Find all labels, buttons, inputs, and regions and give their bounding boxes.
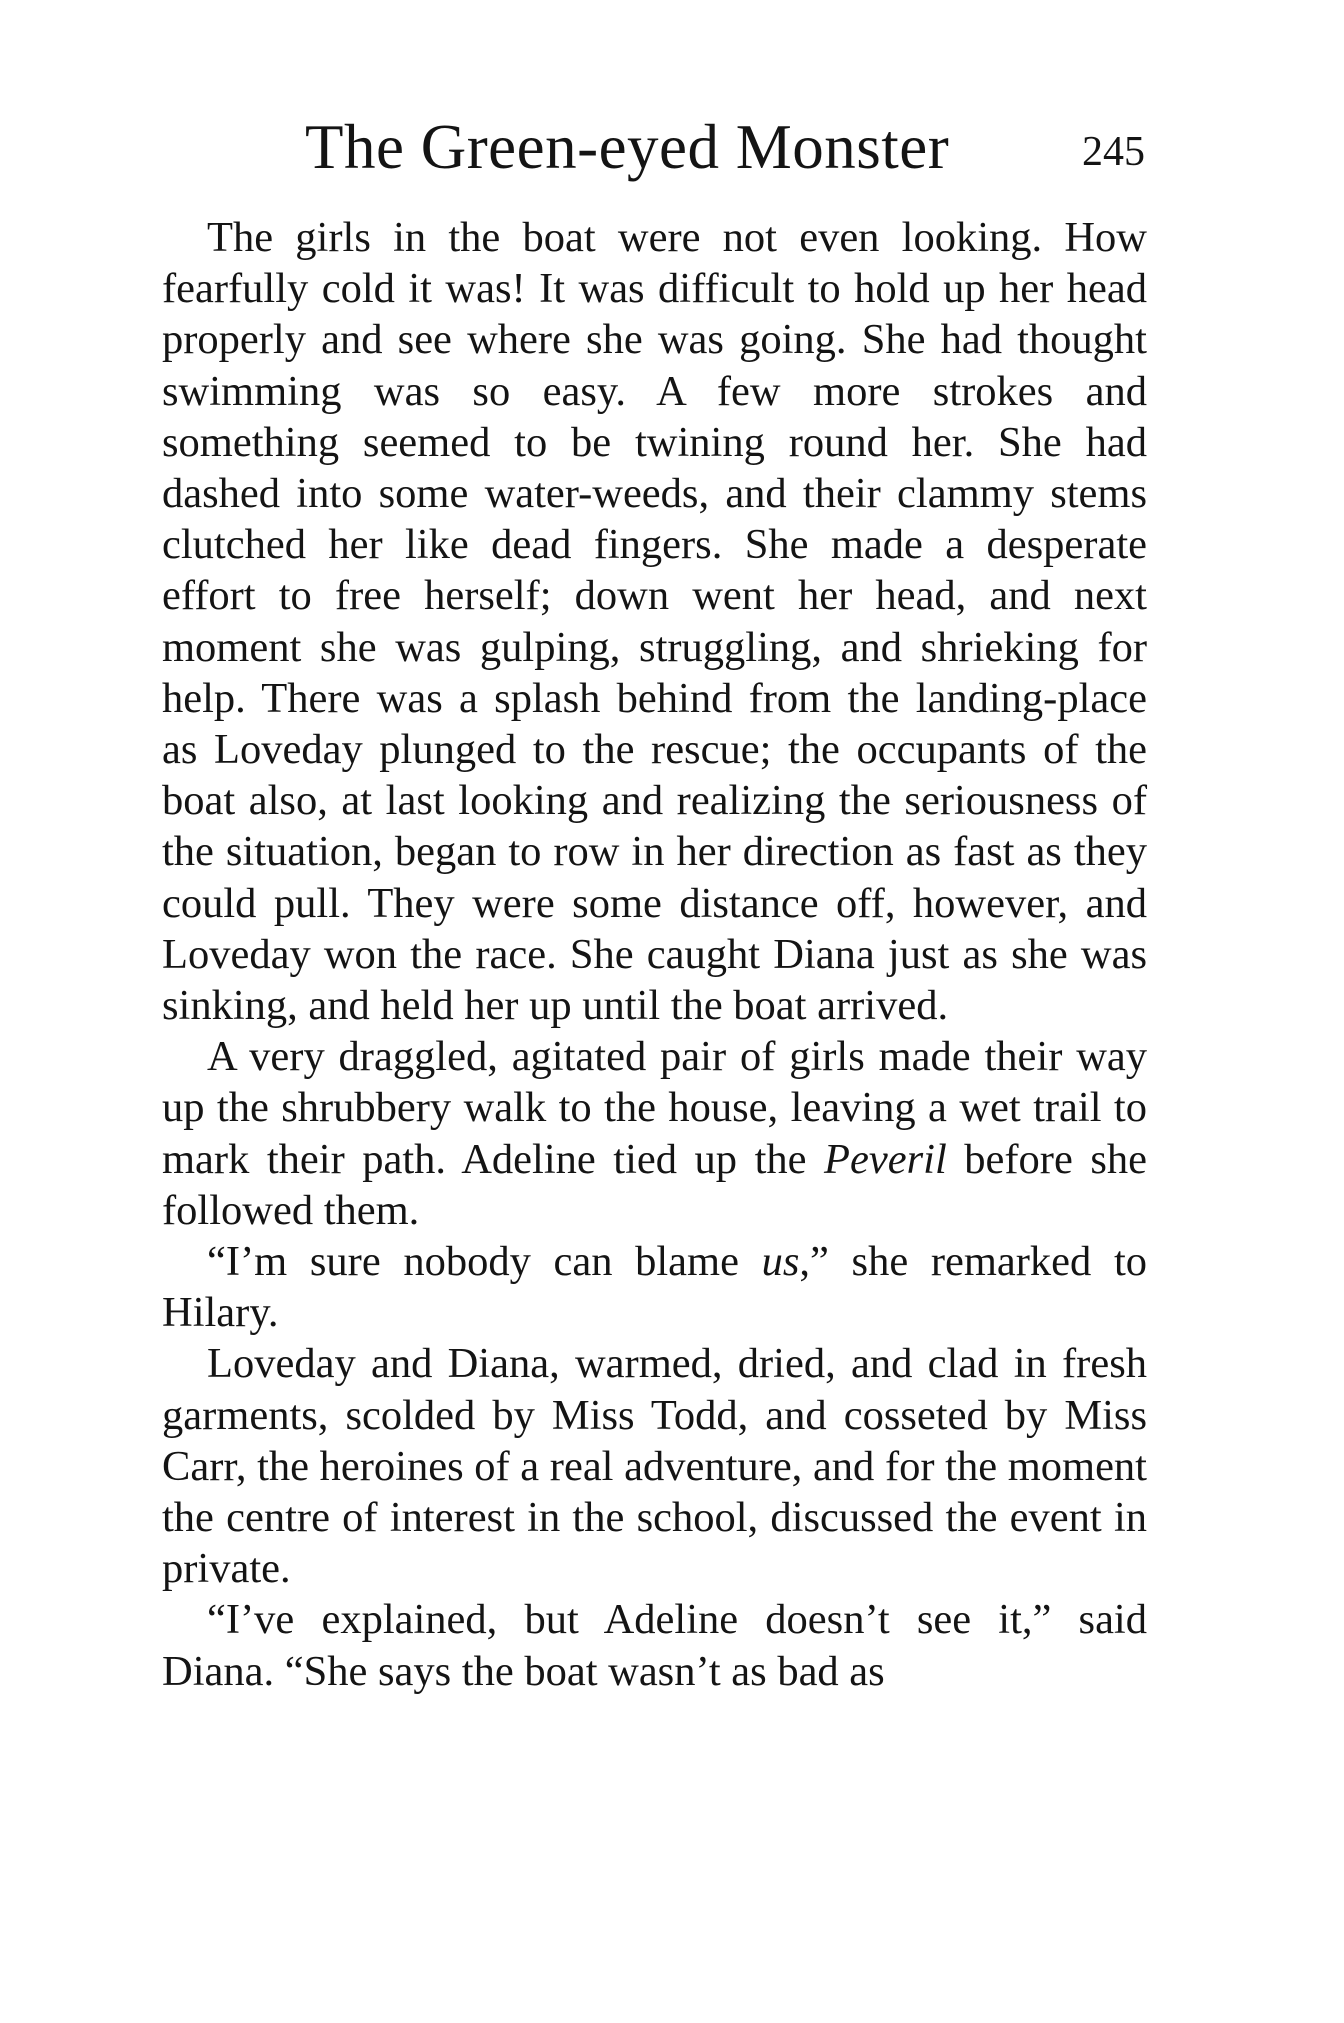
paragraph-text: “I’m sure nobody can blame bbox=[207, 1238, 762, 1286]
paragraph-text: before she followed them. bbox=[162, 1135, 1148, 1234]
page-number: 245 bbox=[1082, 129, 1145, 175]
running-head bbox=[305, 112, 1145, 182]
emphasis-word: us bbox=[761, 1238, 800, 1286]
paragraph-text: A very draggled, agitated pair of girls made their way up the shrubbery walk to the house, leaving a wet trail to mark their path. Adeline tied up the bbox=[162, 1033, 1147, 1183]
boat-name: Peveril bbox=[824, 1135, 947, 1183]
paragraph-rescue: The girls in the boat were not even looking. How fearfully cold it was! It was difficult to hold up her head properly and see where she was going. She had thought swimming was so easy. A few more strokes and something seemed to be twining round her. She had dashed into some water-weeds, and their clammy stems clutched her like dead fingers. She made a desperate effort to free herself; down went her head, and next moment she was gulping, struggling, and shrieking for help. There was a splash behind from the landing-place as Loveday plunged to the rescue; the occupants of the boat also, at last looking and realizing the seriousness of the situation, began to row in her direction as fast as they could pull. They were some distance off, however, and Loveday won the race. She caught Diana just as she was sinking, and held her up until the boat arrived. bbox=[162, 214, 1147, 1030]
paragraph-discussion: Loveday and Diana, warmed, dried, and clad in fresh garments, scolded by Miss Todd, and cosseted by Miss Carr, the heroines of a real adventure, and for the moment the centre of interest in the school, discussed the event in private. bbox=[162, 1340, 1147, 1593]
body-text bbox=[162, 212, 1147, 1697]
running-title: The Green-eyed Monster bbox=[305, 112, 950, 182]
paragraph-adeline-remark bbox=[162, 1236, 1147, 1338]
paragraph-diana-speech: “I’ve explained, but Adeline doesn’t see it,” said Diana. “She says the boat wasn’t as bad as bbox=[162, 1596, 1147, 1695]
paragraph-text: ,” she remarked to Hilary. bbox=[162, 1238, 1148, 1337]
paragraph-return-to-house bbox=[162, 1031, 1147, 1236]
